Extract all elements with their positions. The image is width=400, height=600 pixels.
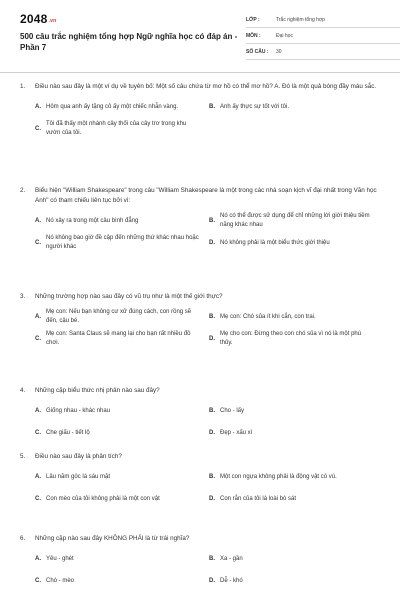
question-item [20,452,380,534]
option-text: Giống nhau - khác nhau [46,407,111,414]
option-b[interactable] [209,466,379,488]
option-text: Nó không bao giờ đề cập đến những thứ khác nhau hoặc người khác [46,235,199,250]
option-letter: A. [35,217,41,224]
option-a[interactable] [35,548,205,570]
question-text: Những trường hợp nào sau đây có vũ trụ như là một thế giới thực? [35,293,223,300]
option-letter: B. [209,103,215,110]
option-d[interactable] [209,232,379,254]
option-b[interactable] [209,548,379,570]
option-a[interactable] [35,210,205,232]
question-text: Biểu hiện "William Shakespeare" trong câu "William Shakespeare là một trong các nhà soạn kịch vĩ đại nhất trong Văn học Anh" có tham chiếu liên tục bởi vì: [35,187,377,204]
option-letter: A. [35,313,41,320]
option-text: Tôi đã thấy một nhánh cây thối của cây trơ trong khu vườn của tôi. [46,121,187,136]
option-text: Nó không phải là một biểu thức giới thiệu [220,239,330,246]
options-grid [35,400,380,444]
option-letter: B. [209,313,215,320]
option-letter: C. [35,577,41,584]
question-number: 1. [20,83,26,90]
meta-row-class [246,12,400,28]
option-text: Mẹ con: Chó sủa ít khi cắn, con trai. [220,313,316,320]
option-text: Mẹ con: Santa Claus sẽ mang lại cho bạn rất nhiều đồ chơi. [46,331,191,346]
options-grid [35,210,380,254]
page-title: 500 câu trắc nghiệm tổng hợp Ngữ nghĩa học có đáp án - Phần 7 [20,32,238,52]
option-c[interactable] [35,570,205,592]
site-logo[interactable] [20,12,56,26]
options-grid [35,466,380,510]
option-letter: C. [35,429,41,436]
question-text: Những cặp nào sau đây KHÔNG PHẢI là từ trái nghĩa? [35,535,190,542]
logo-text: 2048 [20,12,48,26]
option-letter: A. [35,407,41,414]
option-letter: A. [35,555,41,562]
option-text: Lâu năm góc là sáu mặt [46,473,111,480]
options-grid [35,548,380,592]
option-letter: D. [209,239,215,246]
option-letter: C. [35,125,41,132]
meta-label: LỚP : [246,16,260,23]
question-number: 3. [20,293,26,300]
option-text: Yêu - ghét [46,555,74,562]
option-b[interactable] [209,400,379,422]
meta-value: Đại học [276,32,293,39]
option-text: Một con ngựa không phải là động vật có vú. [220,473,337,480]
option-c[interactable] [35,328,205,350]
option-b[interactable] [209,306,379,328]
question-number: 4. [20,387,26,394]
logo-tld: .vn [48,18,57,24]
option-letter: B. [209,407,215,414]
question-text: Những cặp biểu thức nhị phân nào sau đây? [35,387,160,394]
meta-row-subject [246,28,400,44]
meta-label: MÔN : [246,32,261,39]
option-c[interactable] [35,232,205,254]
option-letter: C. [35,239,41,246]
question-item [20,386,380,452]
option-a[interactable] [35,96,205,118]
option-d[interactable] [209,328,379,350]
option-letter: A. [35,103,41,110]
meta-row-count [246,44,400,60]
question-list [20,82,380,600]
option-letter: C. [35,495,41,502]
question-item [20,534,380,600]
question-number: 2. [20,187,26,194]
option-text: Dễ - khó [220,577,243,584]
meta-value: 30 [276,48,282,55]
option-text: Nó có thể được sử dụng để chỉ những lời giới thiệu tiềm năng khác nhau [220,213,370,228]
question-item [20,292,380,386]
option-text: Xa - gần [220,555,243,562]
option-text: Con mèo của tôi không phải là một con vật [46,495,160,502]
option-letter: A. [35,473,41,480]
question-number: 5. [20,453,26,460]
option-text: Anh ấy thực sự tốt với tôi. [220,103,289,110]
option-letter: B. [209,217,215,224]
question-text-row [20,386,380,396]
options-grid [35,96,380,140]
question-item [20,82,380,186]
option-letter: B. [209,555,215,562]
question-text-row [20,82,380,92]
quiz-meta [246,12,400,60]
option-c[interactable] [35,422,205,444]
option-letter: C. [35,335,41,342]
option-letter: D. [209,495,215,502]
option-b[interactable] [209,96,379,118]
header-divider [0,72,400,73]
option-a[interactable] [35,306,205,328]
question-text: Điều nào sau đây là một ví dụ về tuyên bố: Một số câu chứa từ mơ hồ có thể mơ hồ? A. Đó là một quả bóng đầy màu sắc. [35,83,377,90]
option-text: Mẹ cho con: Đừng theo con chó sủa vì nó là một phù thủy. [220,331,362,346]
option-c[interactable] [35,488,205,510]
option-text: Đẹp - xấu xí [220,429,253,436]
option-text: Con rắn của tôi là loài bò sát [220,495,297,502]
question-text-row [20,292,380,302]
question-text-row [20,534,380,544]
option-c[interactable] [35,118,205,140]
option-text: Hôm qua anh ấy tặng cô ấy một chiếc nhẫn vàng. [46,103,179,110]
question-text: Điều nào sau đây là phân tích? [35,453,122,460]
meta-label: SỐ CÂU : [246,48,269,55]
option-letter: D. [209,335,215,342]
option-a[interactable] [35,466,205,488]
question-item [20,186,380,292]
option-d[interactable] [209,488,379,510]
option-text: Mẹ con: Nếu bạn không cư xử đúng cách, con rồng sẽ đến, cậu bé. [46,309,192,324]
option-letter: D. [209,577,215,584]
option-text: Nó xảy ra trong một câu bình đẳng [46,217,139,224]
option-b[interactable] [209,210,379,232]
option-letter: D. [209,429,215,436]
option-text: Chó - mèo [46,577,75,584]
option-letter: B. [209,473,215,480]
question-text-row [20,186,380,206]
question-text-row [20,452,380,462]
question-number: 6. [20,535,26,542]
option-d[interactable] [209,422,379,444]
option-a[interactable] [35,400,205,422]
options-grid [35,306,380,350]
meta-value: Trắc nghiệm tổng hợp [276,16,325,23]
option-text: Cho - lấy [220,407,245,414]
option-text: Che giấu - tiết lộ [46,429,90,436]
page-header [20,0,380,64]
option-d[interactable] [209,570,379,592]
